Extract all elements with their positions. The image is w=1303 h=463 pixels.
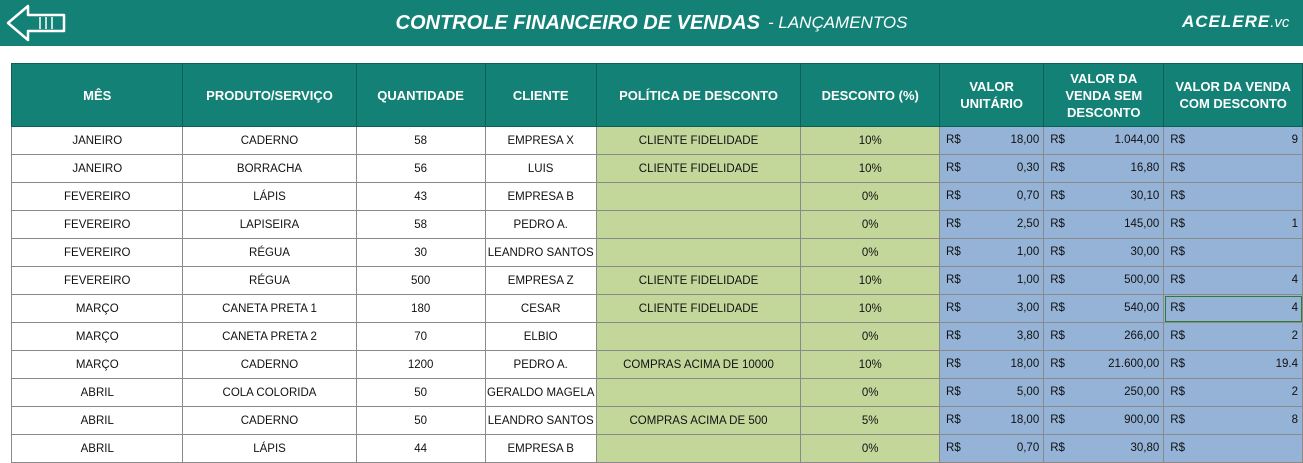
cell-politica[interactable]	[596, 211, 801, 239]
amount-value: 1,00	[1016, 274, 1040, 286]
cell-produto[interactable]: CANETA PRETA 1	[183, 295, 356, 323]
cell-valor-com-desconto[interactable]	[1164, 183, 1303, 211]
cell-valor-sem-desconto[interactable]	[1044, 407, 1164, 435]
cell-valor-unitario[interactable]	[940, 323, 1044, 351]
cell-valor-com-desconto[interactable]	[1164, 351, 1303, 379]
amount-value: 145,00	[1124, 218, 1160, 230]
cell-valor-com-desconto[interactable]	[1164, 379, 1303, 407]
cell-mes[interactable]: ABRIL	[12, 379, 183, 407]
cell-desconto[interactable]: 10%	[801, 267, 940, 295]
amount-value: 18,00	[1010, 134, 1040, 146]
sales-table	[11, 63, 1303, 463]
amount-value: 30,80	[1130, 442, 1160, 454]
cell-politica[interactable]: COMPRAS ACIMA DE 10000	[596, 351, 801, 379]
currency-symbol: R$	[1050, 330, 1065, 342]
column-header-politica[interactable]: POLÍTICA DE DESCONTO	[596, 64, 801, 127]
table-row	[12, 407, 1303, 435]
cell-quantidade[interactable]: 500	[356, 267, 485, 295]
cell-desconto[interactable]: 0%	[801, 379, 940, 407]
cell-valor-unitario[interactable]	[940, 127, 1044, 155]
currency-symbol: R$	[1170, 414, 1185, 426]
cell-politica[interactable]	[596, 239, 801, 267]
cell-politica[interactable]: COMPRAS ACIMA DE 500	[596, 407, 801, 435]
cell-politica[interactable]	[596, 323, 801, 351]
cell-quantidade[interactable]: 43	[356, 183, 485, 211]
amount-value: 540,00	[1124, 302, 1160, 314]
amount-value: 3,80	[1016, 330, 1040, 342]
cell-valor-com-desconto[interactable]	[1164, 323, 1303, 351]
table-row	[12, 239, 1303, 267]
cell-mes[interactable]: MARÇO	[12, 323, 183, 351]
page-subtitle: - LANÇAMENTOS	[767, 13, 908, 32]
cell-produto[interactable]: CANETA PRETA 2	[183, 323, 356, 351]
currency-symbol: R$	[1170, 302, 1185, 314]
table-row	[12, 127, 1303, 155]
currency-symbol: R$	[1170, 190, 1185, 202]
currency-symbol: R$	[1170, 330, 1185, 342]
table-row	[12, 183, 1303, 211]
cell-valor-com-desconto[interactable]	[1164, 407, 1303, 435]
cell-quantidade[interactable]: 70	[356, 323, 485, 351]
amount-value: 2,50	[1016, 218, 1040, 230]
cell-desconto[interactable]: 10%	[801, 155, 940, 183]
amount-value: 21.600,00	[1108, 358, 1160, 370]
currency-symbol: R$	[946, 134, 961, 146]
cell-valor-com-desconto[interactable]	[1164, 295, 1303, 323]
amount-value: 4	[1291, 302, 1298, 314]
cell-valor-unitario[interactable]	[940, 211, 1044, 239]
currency-symbol: R$	[946, 414, 961, 426]
cell-cliente[interactable]: LEANDRO SANTOS	[485, 239, 596, 267]
amount-value: 900,00	[1124, 414, 1160, 426]
cell-produto[interactable]: BORRACHA	[183, 155, 356, 183]
amount-value: 0,70	[1016, 190, 1040, 202]
amount-value: 18,00	[1010, 358, 1040, 370]
cell-cliente[interactable]: CESAR	[485, 295, 596, 323]
cell-valor-unitario[interactable]	[940, 155, 1044, 183]
currency-symbol: R$	[1170, 442, 1185, 454]
column-header-valor-com-desconto[interactable]: VALOR DA VENDA COM DESCONTO	[1164, 64, 1303, 127]
cell-cliente[interactable]: EMPRESA B	[485, 183, 596, 211]
table-row	[12, 211, 1303, 239]
cell-politica[interactable]: CLIENTE FIDELIDADE	[596, 155, 801, 183]
cell-quantidade[interactable]: 58	[356, 211, 485, 239]
table-header-row	[12, 64, 1303, 127]
cell-desconto[interactable]: 5%	[801, 407, 940, 435]
column-header-valor-sem-desconto[interactable]: VALOR DA VENDA SEM DESCONTO	[1044, 64, 1164, 127]
logo-text: ACELERE	[1182, 12, 1271, 31]
brand-logo	[1182, 12, 1289, 32]
amount-value: 9	[1291, 134, 1298, 146]
cell-cliente[interactable]: EMPRESA B	[485, 435, 596, 463]
column-header-produto[interactable]: PRODUTO/SERVIÇO	[183, 64, 356, 127]
amount-value: 0,70	[1016, 442, 1040, 454]
cell-valor-unitario[interactable]	[940, 379, 1044, 407]
column-header-valor-unitario[interactable]: VALOR UNITÁRIO	[940, 64, 1044, 127]
currency-symbol: R$	[1170, 218, 1185, 230]
currency-symbol: R$	[946, 246, 961, 258]
currency-symbol: R$	[1170, 246, 1185, 258]
amount-value: 3,00	[1016, 302, 1040, 314]
cell-desconto[interactable]: 0%	[801, 183, 940, 211]
cell-mes[interactable]: JANEIRO	[12, 127, 183, 155]
cell-cliente[interactable]: LEANDRO SANTOS	[485, 407, 596, 435]
cell-valor-sem-desconto[interactable]	[1044, 379, 1164, 407]
cell-desconto[interactable]: 0%	[801, 211, 940, 239]
cell-produto[interactable]: CADERNO	[183, 407, 356, 435]
cell-valor-sem-desconto[interactable]	[1044, 435, 1164, 463]
amount-value: 5,00	[1016, 386, 1040, 398]
cell-desconto[interactable]: 0%	[801, 435, 940, 463]
cell-quantidade[interactable]: 50	[356, 379, 485, 407]
cell-quantidade[interactable]: 44	[356, 435, 485, 463]
cell-valor-com-desconto[interactable]	[1164, 127, 1303, 155]
cell-produto[interactable]: LÁPIS	[183, 435, 356, 463]
cell-valor-sem-desconto[interactable]	[1044, 351, 1164, 379]
currency-symbol: R$	[1170, 134, 1185, 146]
currency-symbol: R$	[1050, 442, 1065, 454]
table-row	[12, 295, 1303, 323]
table-row	[12, 379, 1303, 407]
currency-symbol: R$	[1050, 302, 1065, 314]
header-spacer	[0, 46, 1303, 63]
amount-value: 8	[1291, 414, 1298, 426]
cell-valor-sem-desconto[interactable]	[1044, 211, 1164, 239]
table-row	[12, 155, 1303, 183]
cell-desconto[interactable]: 0%	[801, 239, 940, 267]
currency-symbol: R$	[946, 386, 961, 398]
amount-value: 500,00	[1124, 274, 1160, 286]
table-row	[12, 351, 1303, 379]
amount-value: 250,00	[1124, 386, 1160, 398]
amount-value: 0,30	[1016, 162, 1040, 174]
cell-mes[interactable]: JANEIRO	[12, 155, 183, 183]
amount-value: 266,00	[1124, 330, 1160, 342]
currency-symbol: R$	[946, 274, 961, 286]
cell-mes[interactable]: FEVEREIRO	[12, 267, 183, 295]
cell-valor-com-desconto[interactable]	[1164, 155, 1303, 183]
cell-valor-sem-desconto[interactable]	[1044, 155, 1164, 183]
amount-value: 30,00	[1130, 246, 1160, 258]
cell-politica[interactable]: CLIENTE FIDELIDADE	[596, 295, 801, 323]
column-header-quantidade[interactable]: QUANTIDADE	[356, 64, 485, 127]
cell-mes[interactable]: FEVEREIRO	[12, 211, 183, 239]
cell-cliente[interactable]: GERALDO MAGELA	[485, 379, 596, 407]
currency-symbol: R$	[1050, 386, 1065, 398]
amount-value: 1	[1291, 218, 1298, 230]
cell-produto[interactable]: RÉGUA	[183, 267, 356, 295]
currency-symbol: R$	[1050, 134, 1065, 146]
currency-symbol: R$	[1170, 274, 1185, 286]
cell-politica[interactable]: CLIENTE FIDELIDADE	[596, 127, 801, 155]
cell-produto[interactable]: CADERNO	[183, 127, 356, 155]
cell-desconto[interactable]: 0%	[801, 323, 940, 351]
amount-value: 18,00	[1010, 414, 1040, 426]
cell-valor-com-desconto[interactable]	[1164, 239, 1303, 267]
amount-value: 2	[1291, 330, 1298, 342]
amount-value: 4	[1291, 274, 1298, 286]
cell-produto[interactable]: COLA COLORIDA	[183, 379, 356, 407]
amount-value: 19.4	[1275, 358, 1298, 370]
cell-cliente[interactable]: PEDRO A.	[485, 351, 596, 379]
cell-desconto[interactable]: 10%	[801, 127, 940, 155]
currency-symbol: R$	[1050, 246, 1065, 258]
page-title: CONTROLE FINANCEIRO DE VENDAS	[395, 11, 760, 34]
column-header-desconto[interactable]: DESCONTO (%)	[801, 64, 940, 127]
cell-quantidade[interactable]: 180	[356, 295, 485, 323]
cell-cliente[interactable]: EMPRESA X	[485, 127, 596, 155]
cell-valor-sem-desconto[interactable]	[1044, 295, 1164, 323]
cell-politica[interactable]: CLIENTE FIDELIDADE	[596, 267, 801, 295]
cell-mes[interactable]: MARÇO	[12, 295, 183, 323]
cell-produto[interactable]: RÉGUA	[183, 239, 356, 267]
currency-symbol: R$	[946, 162, 961, 174]
cell-valor-unitario[interactable]	[940, 435, 1044, 463]
cell-mes[interactable]: FEVEREIRO	[12, 183, 183, 211]
cell-produto[interactable]: CADERNO	[183, 351, 356, 379]
cell-desconto[interactable]: 10%	[801, 351, 940, 379]
amount-value: 30,10	[1130, 190, 1160, 202]
currency-symbol: R$	[946, 358, 961, 370]
cell-quantidade[interactable]: 1200	[356, 351, 485, 379]
currency-symbol: R$	[946, 190, 961, 202]
cell-valor-unitario[interactable]	[940, 267, 1044, 295]
currency-symbol: R$	[1050, 274, 1065, 286]
cell-cliente[interactable]: PEDRO A.	[485, 211, 596, 239]
cell-valor-sem-desconto[interactable]	[1044, 127, 1164, 155]
currency-symbol: R$	[946, 330, 961, 342]
cell-quantidade[interactable]: 56	[356, 155, 485, 183]
currency-symbol: R$	[1170, 386, 1185, 398]
cell-produto[interactable]: LAPISEIRA	[183, 211, 356, 239]
currency-symbol: R$	[946, 218, 961, 230]
cell-valor-com-desconto[interactable]	[1164, 211, 1303, 239]
cell-produto[interactable]: LÁPIS	[183, 183, 356, 211]
cell-quantidade[interactable]: 50	[356, 407, 485, 435]
amount-value: 16,80	[1130, 162, 1160, 174]
amount-value: 2	[1291, 386, 1298, 398]
cell-quantidade[interactable]: 30	[356, 239, 485, 267]
cell-valor-sem-desconto[interactable]	[1044, 323, 1164, 351]
cell-valor-unitario[interactable]	[940, 407, 1044, 435]
currency-symbol: R$	[946, 302, 961, 314]
back-button[interactable]	[6, 3, 68, 43]
cell-cliente[interactable]: ELBIO	[485, 323, 596, 351]
cell-valor-unitario[interactable]	[940, 351, 1044, 379]
cell-valor-sem-desconto[interactable]	[1044, 183, 1164, 211]
cell-valor-sem-desconto[interactable]	[1044, 267, 1164, 295]
column-header-cliente[interactable]: CLIENTE	[485, 64, 596, 127]
currency-symbol: R$	[1050, 162, 1065, 174]
column-header-mes[interactable]: MÊS	[12, 64, 183, 127]
cell-valor-sem-desconto[interactable]	[1044, 239, 1164, 267]
back-arrow-icon	[6, 3, 68, 43]
cell-mes[interactable]: ABRIL	[12, 407, 183, 435]
amount-value: 1.044,00	[1114, 134, 1160, 146]
cell-mes[interactable]: FEVEREIRO	[12, 239, 183, 267]
cell-politica[interactable]	[596, 183, 801, 211]
table-row	[12, 435, 1303, 463]
cell-cliente[interactable]: EMPRESA Z	[485, 267, 596, 295]
cell-desconto[interactable]: 10%	[801, 295, 940, 323]
currency-symbol: R$	[1170, 358, 1185, 370]
table-row	[12, 267, 1303, 295]
currency-symbol: R$	[946, 442, 961, 454]
cell-valor-unitario[interactable]	[940, 295, 1044, 323]
currency-symbol: R$	[1050, 358, 1065, 370]
table-row	[12, 323, 1303, 351]
header-bar	[0, 0, 1303, 46]
cell-valor-unitario[interactable]	[940, 239, 1044, 267]
cell-politica[interactable]	[596, 379, 801, 407]
currency-symbol: R$	[1050, 414, 1065, 426]
cell-mes[interactable]: MARÇO	[12, 351, 183, 379]
cell-mes[interactable]: ABRIL	[12, 435, 183, 463]
currency-symbol: R$	[1050, 190, 1065, 202]
amount-value: 1,00	[1016, 246, 1040, 258]
cell-cliente[interactable]: LUIS	[485, 155, 596, 183]
cell-valor-com-desconto[interactable]	[1164, 267, 1303, 295]
cell-valor-com-desconto[interactable]	[1164, 435, 1303, 463]
cell-quantidade[interactable]: 58	[356, 127, 485, 155]
currency-symbol: R$	[1050, 218, 1065, 230]
cell-valor-unitario[interactable]	[940, 183, 1044, 211]
currency-symbol: R$	[1170, 162, 1185, 174]
cell-politica[interactable]	[596, 435, 801, 463]
logo-suffix: .vc	[1270, 14, 1290, 31]
